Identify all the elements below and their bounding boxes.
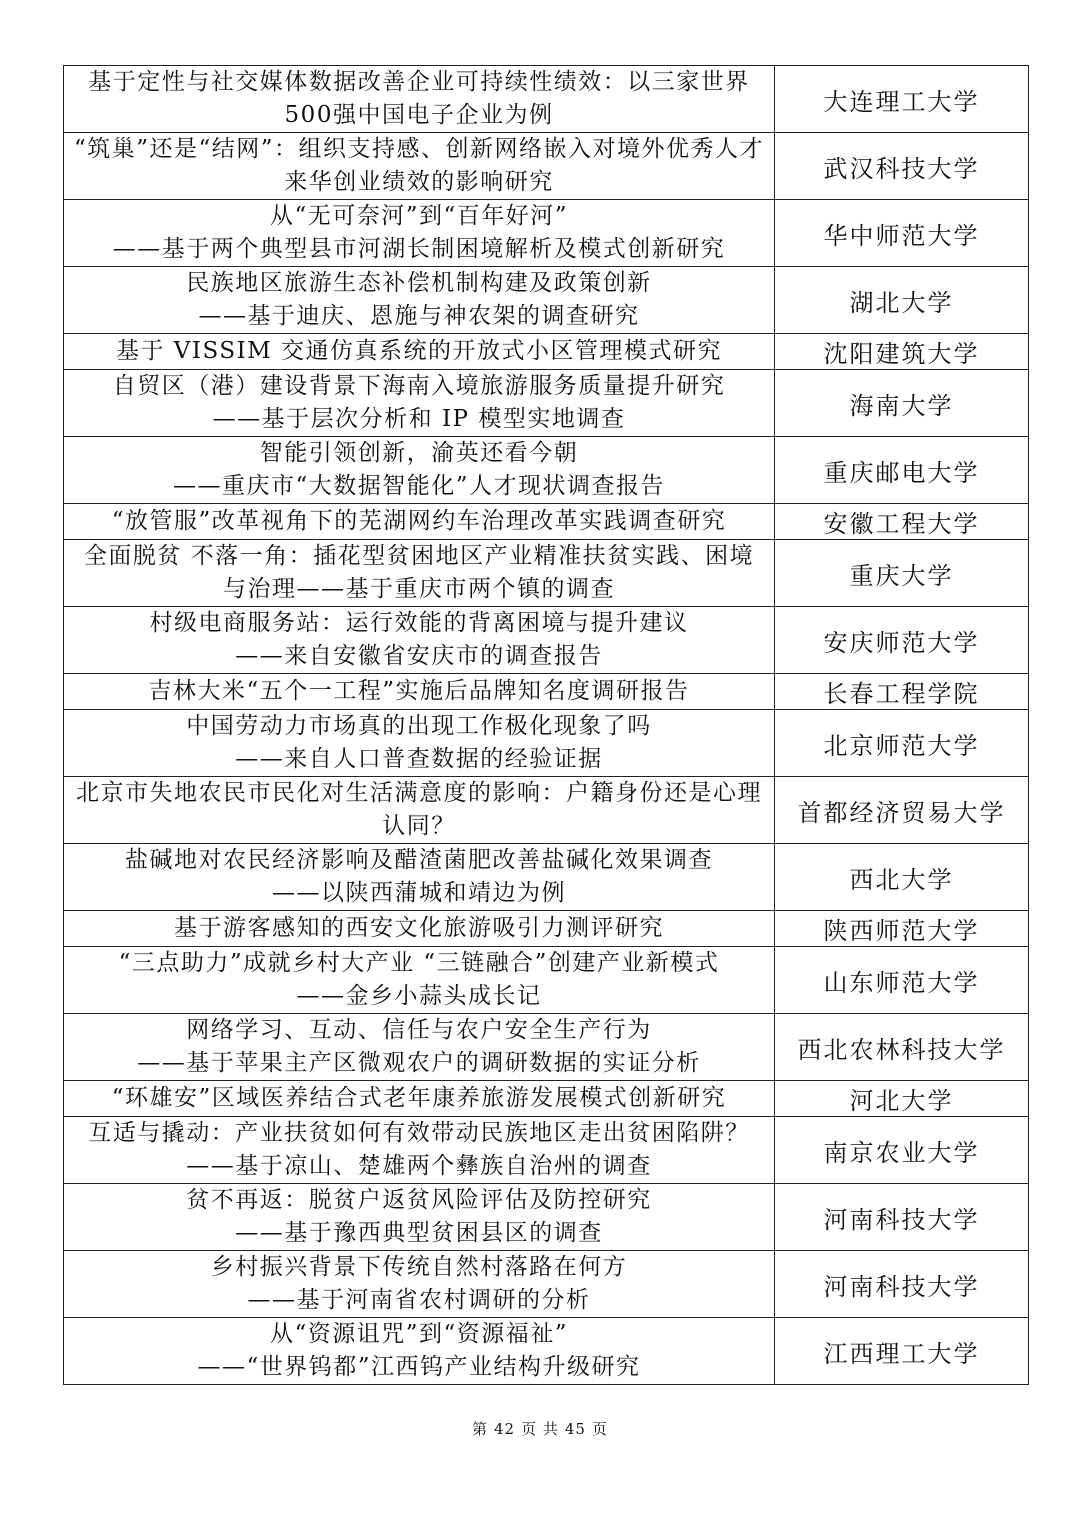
university-cell: 沈阳建筑大学 (775, 334, 1029, 370)
table-row (64, 844, 1029, 911)
report-title-line: ——基于苹果主产区微观农户的调研数据的实证分析 (137, 1050, 701, 1076)
report-title-cell (64, 607, 775, 674)
report-title-cell (64, 133, 775, 200)
footer-suffix: 页 (591, 1420, 608, 1438)
report-title-line: 500强中国电子企业为例 (284, 102, 554, 128)
university-cell: 西北农林科技大学 (775, 1014, 1029, 1081)
table-row (64, 66, 1029, 133)
report-title-cell (64, 370, 775, 437)
university-cell: 山东师范大学 (775, 947, 1029, 1014)
table-row (64, 504, 1029, 540)
report-title-line: 从“无可奈河”到“百年好河” (269, 203, 569, 229)
university-cell: 重庆大学 (775, 540, 1029, 607)
report-title-line: “三点助力”成就乡村大产业 “三链融合”创建产业新模式 (118, 950, 720, 976)
university-cell: 北京师范大学 (775, 710, 1029, 777)
report-title-line: ——基于豫西典型贫困县区的调查 (235, 1220, 603, 1246)
report-title-line: ——基于两个典型县市河湖长制困境解析及模式创新研究 (112, 236, 726, 262)
university-cell: 重庆邮电大学 (775, 437, 1029, 504)
report-title-line: 自贸区（港）建设背景下海南入境旅游服务质量提升研究 (112, 373, 726, 399)
table-row (64, 710, 1029, 777)
table-row (64, 1184, 1029, 1251)
report-title-line: 基于游客感知的西安文化旅游吸引力测评研究 (174, 915, 664, 941)
report-title-line: 中国劳动力市场真的出现工作极化现象了吗 (186, 713, 652, 739)
report-title-line: 从“资源诅咒”到“资源福祉” (269, 1321, 569, 1347)
report-title-cell (64, 674, 775, 710)
report-title-line: ——基于迪庆、恩施与神农架的调查研究 (198, 303, 640, 329)
report-title-cell (64, 1251, 775, 1318)
report-title-line: ——来自安徽省安庆市的调查报告 (235, 643, 603, 669)
report-title-cell (64, 1318, 775, 1385)
footer-prefix: 第 (472, 1420, 489, 1438)
table-row (64, 334, 1029, 370)
table-row (64, 674, 1029, 710)
report-title-line: ——基于河南省农村调研的分析 (247, 1287, 591, 1313)
report-title-line: “筑巢”还是“结网”：组织支持感、创新网络嵌入对境外优秀人才 (73, 136, 765, 162)
report-title-line: 智能引领创新，渝英还看今朝 (259, 440, 579, 466)
report-title-line: ——金乡小蒜头成长记 (296, 983, 542, 1009)
report-title-line: 认同？ (382, 813, 456, 839)
report-title-line: 基于 VISSIM 交通仿真系统的开放式小区管理模式研究 (115, 338, 723, 364)
report-title-line: “环雄安”区域医养结合式老年康养旅游发展模式创新研究 (111, 1085, 727, 1111)
report-title-line: 乡村振兴背景下传统自然村落路在何方 (210, 1254, 628, 1280)
university-cell: 河南科技大学 (775, 1251, 1029, 1318)
report-title-line: “放管服”改革视角下的芜湖网约车治理改革实践调查研究 (111, 508, 727, 534)
table-row (64, 133, 1029, 200)
report-title-cell (64, 66, 775, 133)
university-cell: 华中师范大学 (775, 200, 1029, 267)
report-title-cell (64, 267, 775, 334)
table-row (64, 947, 1029, 1014)
report-title-line: ——来自人口普查数据的经验证据 (235, 746, 603, 772)
university-cell: 安徽工程大学 (775, 504, 1029, 540)
report-title-line: 全面脱贫 不落一角：插花型贫困地区产业精准扶贫实践、困境 (83, 543, 755, 569)
report-title-cell (64, 911, 775, 947)
report-title-line: ——“世界钨都”江西钨产业结构升级研究 (197, 1354, 641, 1380)
report-title-cell (64, 540, 775, 607)
table-row (64, 1117, 1029, 1184)
university-cell: 大连理工大学 (775, 66, 1029, 133)
university-cell: 西北大学 (775, 844, 1029, 911)
table-row (64, 437, 1029, 504)
report-title-cell (64, 1117, 775, 1184)
report-title-line: 贫不再返：脱贫户返贫风险评估及防控研究 (186, 1187, 652, 1213)
report-title-line: 互适与撬动：产业扶贫如何有效带动民族地区走出贫困陷阱？ (88, 1120, 750, 1146)
university-cell: 首都经济贸易大学 (775, 777, 1029, 844)
report-title-line: ——重庆市“大数据智能化”人才现状调查报告 (172, 473, 666, 499)
table-row (64, 370, 1029, 437)
awards-table (63, 65, 1029, 1385)
university-cell: 武汉科技大学 (775, 133, 1029, 200)
table-row (64, 607, 1029, 674)
table-row (64, 777, 1029, 844)
report-title-line: 吉林大米“五个一工程”实施后品牌知名度调研报告 (148, 678, 690, 704)
table-body (64, 66, 1029, 1385)
report-title-cell (64, 504, 775, 540)
report-title-cell (64, 1184, 775, 1251)
table-row (64, 1251, 1029, 1318)
report-title-line: 来华创业绩效的影响研究 (284, 169, 554, 195)
table-row (64, 200, 1029, 267)
report-title-line: 基于定性与社交媒体数据改善企业可持续性绩效：以三家世界 (88, 69, 750, 95)
report-title-line: 民族地区旅游生态补偿机制构建及政策创新 (186, 270, 652, 296)
report-title-line: 网络学习、互动、信任与农户安全生产行为 (186, 1017, 652, 1043)
report-title-cell (64, 844, 775, 911)
university-cell: 河南科技大学 (775, 1184, 1029, 1251)
report-title-cell (64, 1081, 775, 1117)
university-cell: 陕西师范大学 (775, 911, 1029, 947)
university-cell: 长春工程学院 (775, 674, 1029, 710)
footer-mid: 页 共 (521, 1420, 559, 1438)
report-title-cell (64, 334, 775, 370)
report-title-line: 盐碱地对农民经济影响及醋渣菌肥改善盐碱化效果调查 (125, 847, 713, 873)
report-title-line: ——以陕西蒲城和靖边为例 (272, 880, 566, 906)
footer-current-page: 42 (494, 1420, 516, 1438)
table-row (64, 911, 1029, 947)
report-title-cell (64, 200, 775, 267)
footer-total-pages: 45 (564, 1420, 586, 1438)
university-cell: 江西理工大学 (775, 1318, 1029, 1385)
table-row (64, 540, 1029, 607)
table-row (64, 1081, 1029, 1117)
report-title-line: ——基于凉山、楚雄两个彝族自治州的调查 (186, 1153, 652, 1179)
report-title-cell (64, 710, 775, 777)
report-title-line: 北京市失地农民市民化对生活满意度的影响：户籍身份还是心理 (76, 780, 762, 806)
page-footer (0, 1418, 1080, 1439)
table-row (64, 1318, 1029, 1385)
university-cell: 河北大学 (775, 1081, 1029, 1117)
university-cell: 安庆师范大学 (775, 607, 1029, 674)
report-title-line: ——基于层次分析和 IP 模型实地调查 (212, 406, 626, 432)
report-title-line: 与治理——基于重庆市两个镇的调查 (223, 576, 615, 602)
report-title-cell (64, 1014, 775, 1081)
table-row (64, 1014, 1029, 1081)
university-cell: 南京农业大学 (775, 1117, 1029, 1184)
university-cell: 海南大学 (775, 370, 1029, 437)
university-cell: 湖北大学 (775, 267, 1029, 334)
table-row (64, 267, 1029, 334)
report-title-cell (64, 947, 775, 1014)
report-title-line: 村级电商服务站：运行效能的背离困境与提升建议 (149, 610, 689, 636)
report-title-cell (64, 777, 775, 844)
report-title-cell (64, 437, 775, 504)
